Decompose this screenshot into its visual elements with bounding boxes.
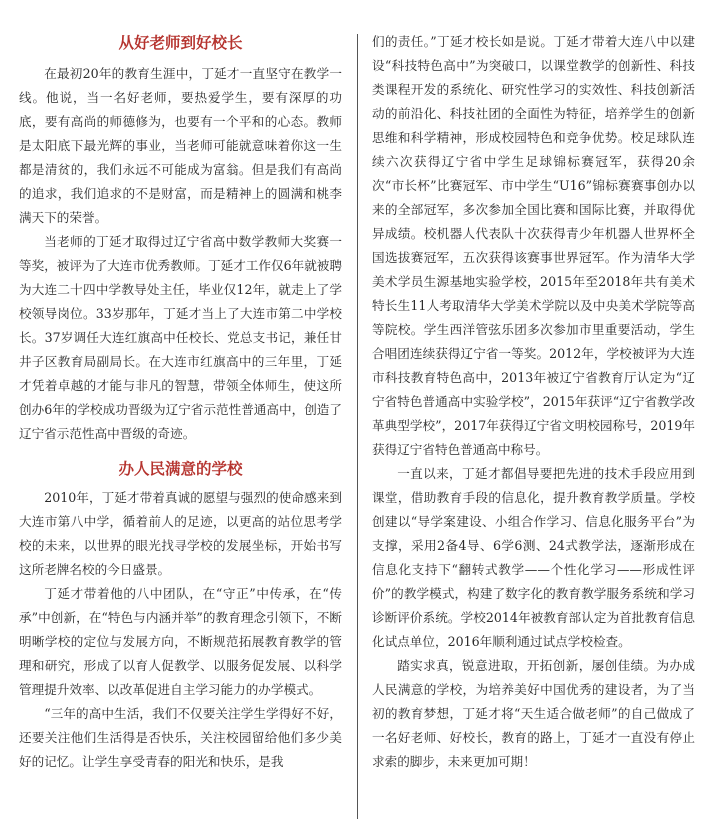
section-heading-satisfying-school: 办人民满意的学校 (118, 459, 243, 478)
paragraph-continued: 们的责任。”丁延才校长如是说。丁延才带着大连八中以建设“科技特色高中”为突破口，以课堂教学的创新性、科技类课程开发的系统化、研究性学习的实效性、科技创新活动的前沿化、科技社团的全面性为特征，培养学生的创新思维和科学精神，形成校园特色和竞争优势。校足球队连续六次获得辽宁省中学生足球锦标赛冠军，获得20余次“市长杯”比赛冠军、市中学生“U16”锦标赛赛事创办以来的全部冠军，多次参加全国比赛和国际比赛，并取得优异成绩。校机器人代表队十次获得青少年机器人世界杯全国选拔赛冠军，五次获得该赛事世界冠军。作为清华大学美术学员生源基地实验学校，2015年至2018年共有美术特长生11人考取清华大学美术学院以及中央美术学院等高等院校。学生西洋管弦乐团多次参加市里重要活动，学生合唱团连续获得辽宁省一等奖。2012年，学校被评为大连市科技教育特色高中，2013年被辽宁省教育厅认定为“辽宁省特色普通高中实验学校”，2015年获评“辽宁省教学改革典型学校”，2017年获得辽宁省文明校园称号，2019年获得辽宁省特色普通高中称号。 (372, 34, 695, 457)
paragraph: 踏实求真，锐意进取，开拓创新，屡创佳绩。为办成人民满意的学校，为培养美好中国优秀的建设者，为了当初的教育梦想，丁延才将“天生适合做老师”的自己做成了一名好老师、好校长，教育的路上，丁延才一直没有停止求索的脚步，未来更加可期！ (372, 658, 695, 769)
column-divider (357, 34, 358, 819)
left-column (19, 0, 342, 774)
paragraph: 丁延才带着他的八中团队，在“守正”中传承，在“传承”中创新，在“特色与内涵并举”的教育理念引领下，不断明晰学校的定位与发展方向，不断规范拓展教育教学的管理和研究，形成了以育人促教学、以服务促发展、以科学管理提升效率、以改革促进自主学习能力的办学模式。 (19, 586, 342, 697)
section-heading-good-teacher: 从好老师到好校长 (118, 33, 243, 52)
paragraph: 一直以来，丁延才都倡导要把先进的技术手段应用到课堂，借助教育手段的信息化，提升教育教学质量。学校创建以“导学案建设、小组合作学习、信息化服务平台”为支撑，采用2备4导、6学6测、24式教学法，逐渐形成在信息化支持下“翻转式教学——个性化学习——形成性评价”的教学模式，构建了数字化的教育教学服务系统和学习诊断评价系统。学校2014年被教育部认定为首批教育信息化试点单位，2016年顺利通过试点学校检查。 (372, 466, 695, 649)
right-column (372, 30, 695, 774)
paragraph: “三年的高中生活，我们不仅要关注学生学得好不好，还要关注他们生活得是否快乐，关注校园留给他们多少美好的记忆。让学生享受青春的阳光和快乐，是我 (19, 706, 342, 769)
paragraph: 当老师的丁延才取得过辽宁省高中数学教师大奖赛一等奖，被评为了大连市优秀教师。丁延才工作仅6年就被聘为大连二十四中学教导处主任，毕业仅12年，就走上了学校领导岗位。33岁那年，丁延才当上了大连市第二中学校长。37岁调任大连红旗高中任校长、党总支书记，兼任甘井子区教育局副局长。在大连市红旗高中的三年里，丁延才凭着卓越的才能与非凡的智慧，带领全体师生，使这所创办6年的学校成功晋级为辽宁省示范性普通高中，创造了辽宁省示范性高中晋级的奇迹。 (19, 234, 342, 441)
paragraph: 2010年，丁延才带着真诚的愿望与强烈的使命感来到大连市第八中学，循着前人的足迹，以更高的站位思考学校的未来，以世界的眼光找寻学校的发展坐标，开始书写这所老牌名校的今日盛景。 (19, 490, 342, 577)
paragraph: 在最初20年的教育生涯中，丁延才一直坚守在教学一线。他说，当一名好老师，要热爱学生，要有深厚的功底，要有高尚的师德修为，也要有一个平和的心态。教师是太阳底下最光辉的事业，当老师可能就意味着你这一生都是清贫的，我们永远不可能成为富翁。但是我们有高尚的追求，我们追求的不是财富，而是精神上的圆满和桃李满天下的荣誉。 (19, 66, 342, 225)
